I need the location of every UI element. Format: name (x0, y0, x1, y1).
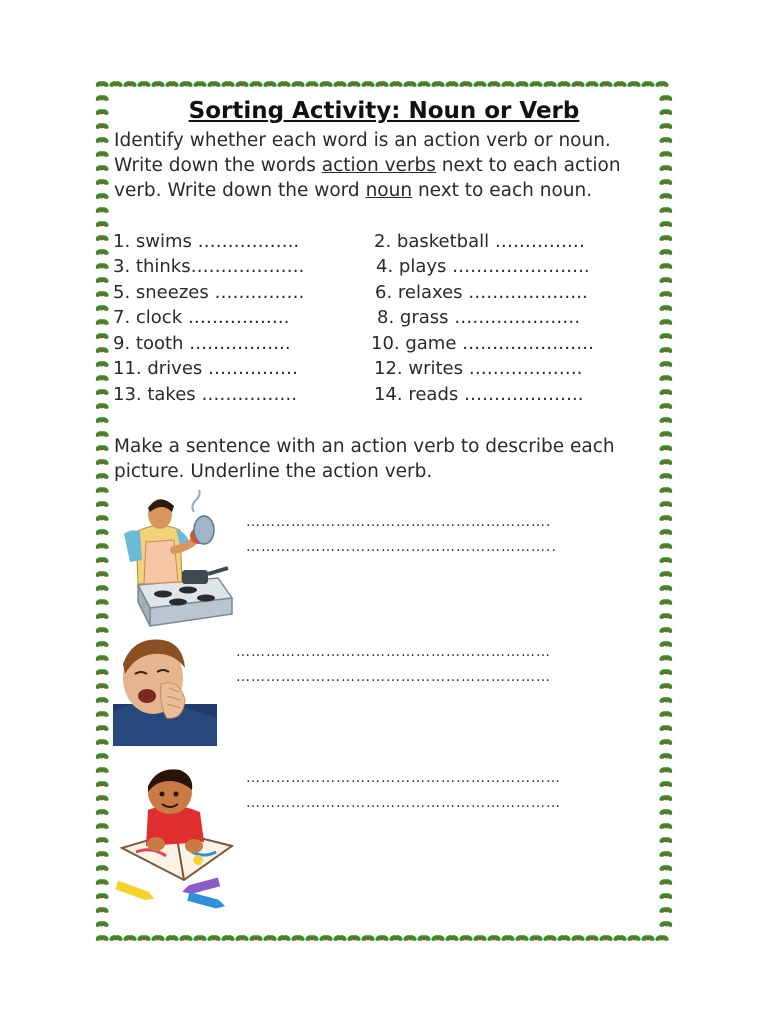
instruction-line-2: Write down the words action verbs next to each action (114, 155, 621, 176)
word-item-1: 1. swims …………….. (113, 231, 300, 252)
instruction-line-3: verb. Write down the word noun next to each noun. (114, 180, 593, 201)
word-item-10: 10. game …………………. (371, 333, 594, 354)
word-item-3: 3. thinks………………. (113, 256, 305, 277)
word-item-11: 11. drives …………… (113, 358, 299, 379)
word-item-2: 2. basketball …………… (374, 231, 585, 252)
word-item-12: 12. writes ………………. (374, 358, 583, 379)
word-item-5: 5. sneezes …………… (113, 282, 305, 303)
answer-line-1a: ……………………………………………………. (246, 514, 552, 530)
answer-line-2b: ……………………………………………………… (236, 669, 551, 685)
answer-line-1b: …………………………………………………….. (246, 539, 557, 555)
instructions (114, 128, 662, 203)
answer-line-2a: ……………………………………………………… (236, 644, 551, 660)
instruction-line-1: Identify whether each word is an action verb or noun. (114, 130, 611, 151)
word-item-9: 9. tooth …………….. (113, 333, 291, 354)
word-item-6: 6. relaxes ……………….. (375, 282, 588, 303)
worksheet-title: Sorting Activity: Noun or Verb (188, 98, 580, 124)
word-item-7: 7. clock …………….. (113, 307, 290, 328)
answer-line-3a: ……………………………………………………… (246, 770, 561, 786)
sentence-prompt (114, 434, 662, 484)
word-item-13: 13. takes ……………. (113, 384, 298, 405)
sentence-prompt-line-2: picture. Underline the action verb. (114, 461, 433, 482)
word-item-4: 4. plays ………………….. (376, 256, 590, 277)
sentence-prompt-line-1: Make a sentence with an action verb to describe each (114, 436, 615, 457)
man-cooking-picture (118, 490, 234, 632)
word-item-8: 8. grass ………………… (377, 307, 581, 328)
answer-line-3b: ……………………………………………………… (246, 795, 561, 811)
child-coloring-picture (112, 762, 242, 910)
boy-yawning-picture (113, 634, 217, 746)
word-item-14: 14. reads ……………….. (374, 384, 584, 405)
